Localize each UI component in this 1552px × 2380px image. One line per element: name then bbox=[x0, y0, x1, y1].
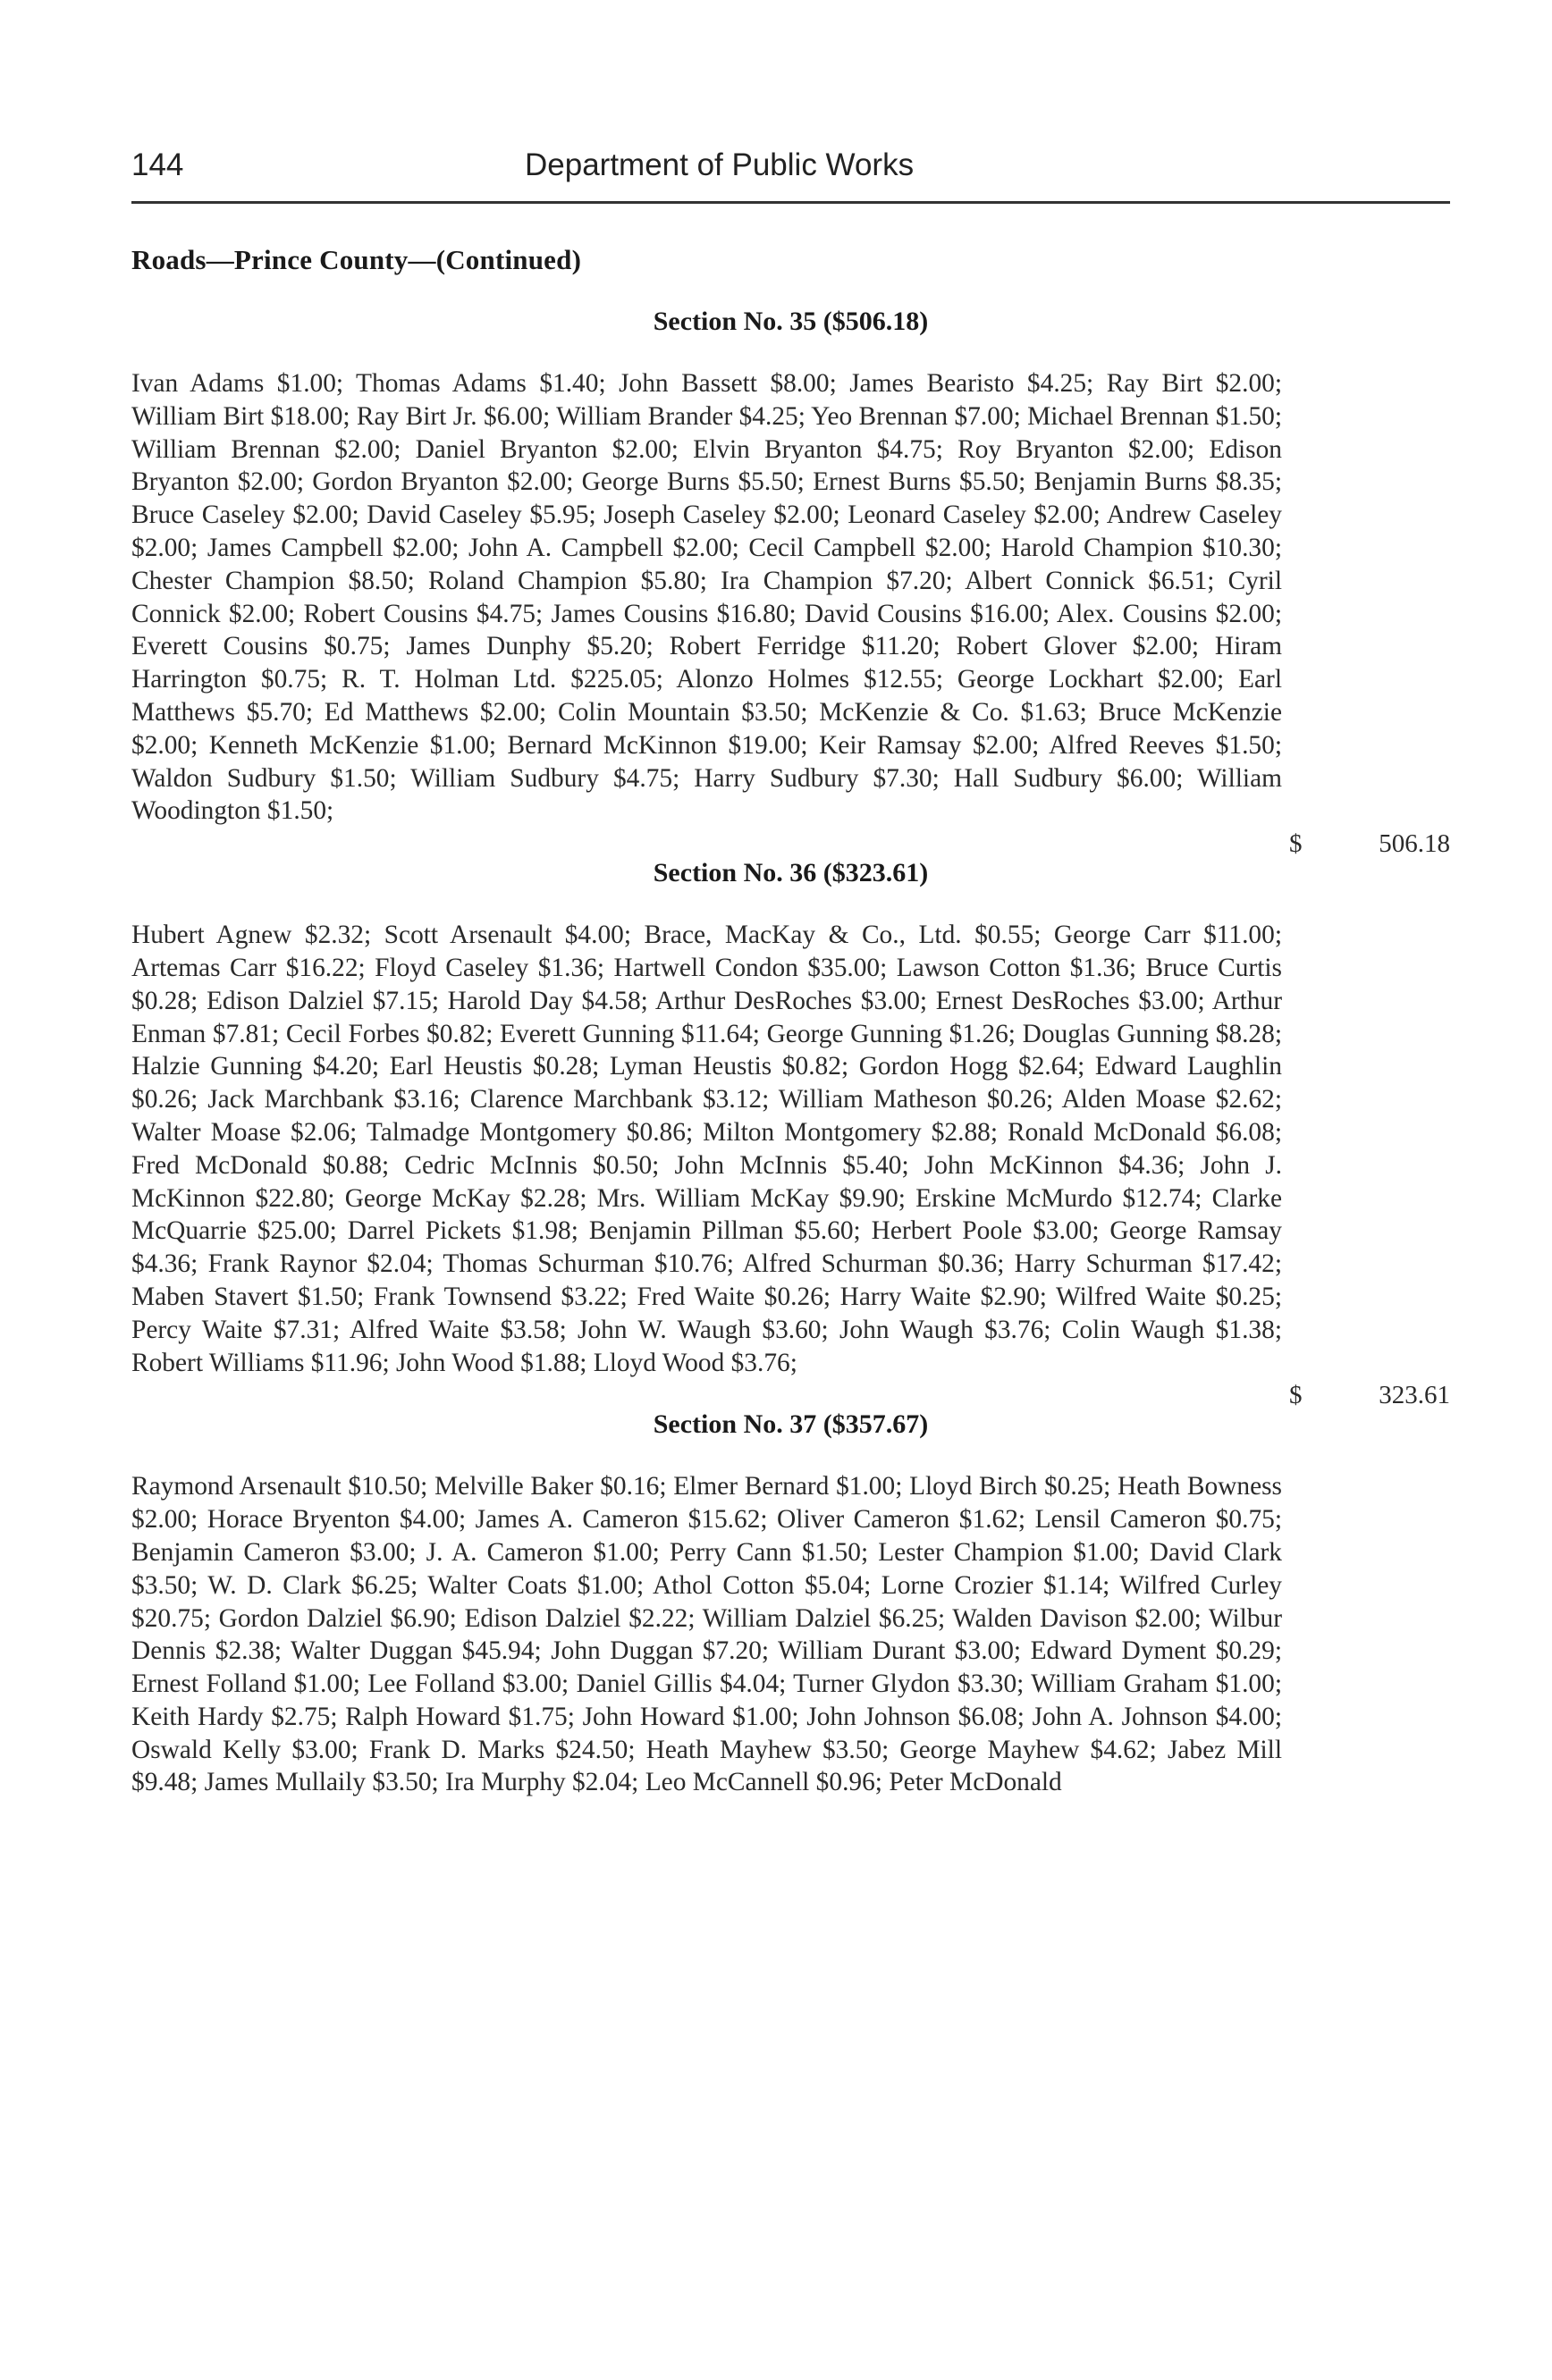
section-35 bbox=[131, 307, 1450, 859]
section-heading: Section No. 37 ($357.67) bbox=[653, 1409, 929, 1440]
running-header bbox=[131, 147, 1450, 201]
continued-heading: Roads—Prince County—(Continued) bbox=[131, 244, 582, 275]
section-heading: Section No. 35 ($506.18) bbox=[653, 307, 929, 336]
section-37 bbox=[131, 1409, 1450, 1799]
total-amount: 506.18 bbox=[1379, 829, 1450, 859]
section-body: Raymond Arsenault $10.50; Melville Baker $0.16; Elmer Bernard $1.00; Lloyd Birch $0.25; Heath Bowness $2.00; Horace Bryenton $4.00; James A. Cameron $15.62; Oliver Cameron $1.62; Lensil Cameron $0.75; Benjamin Cameron $3.00; J. A. Cameron $1.00; Perry Cann $1.50; Lester Champion $1.00; David Clark $3.50; W. D. Clark $6.25; Walter Coats $1.00; Athol Cotton $5.04; Lorne Crozier $1.14; Wilfred Curley $20.75; Gordon Dalziel $6.90; Edison Dalziel $2.22; William Dalziel $6.25; Walden Davison $2.00; Wilbur Dennis $2.38; Walter Duggan $45.94; John Duggan $7.20; William Durant $3.00; Edward Dyment $0.29; Ernest Folland $1.00; Lee Folland $3.00; Daniel Gillis $4.04; Turner Glydon $3.30; William Graham $1.00; Keith Hardy $2.75; Ralph Howard $1.75; John Howard $1.00; John Johnson $6.08; John A. Johnson $4.00; Oswald Kelly $3.00; Frank D. Marks $24.50; Heath Mayhew $3.50; George Mayhew $4.62; Jabez Mill $9.48; James Mullaily $3.50; Ira Murphy $2.04; Leo McCannell $0.96; Peter McDonald bbox=[131, 1472, 1282, 1797]
total-currency-symbol: $ bbox=[1289, 829, 1303, 859]
section-heading: Section No. 36 ($323.61) bbox=[653, 858, 929, 888]
section-body: Ivan Adams $1.00; Thomas Adams $1.40; John Bassett $8.00; James Bearisto $4.25; Ray Birt $2.00; William Birt $18.00; Ray Birt Jr. $6.00; William Brander $4.25; Yeo Brennan $7.00; Michael Brennan $1.50; William Brennan $2.00; Daniel Bryanton $2.00; Elvin Bryanton $4.75; Roy Bryanton $2.00; Edison Bryanton $2.00; Gordon Bryanton $2.00; George Burns $5.50; Ernest Burns $5.50; Benjamin Burns $8.35; Bruce Caseley $2.00; David Caseley $5.95; Joseph Caseley $2.00; Leonard Caseley $2.00; Andrew Caseley $2.00; James Campbell $2.00; John A. Campbell $2.00; Cecil Campbell $2.00; Harold Champion $10.30; Chester Champion $8.50; Roland Champion $5.80; Ira Champion $7.20; Albert Connick $6.51; Cyril Connick $2.00; Robert Cousins $4.75; James Cousins $16.80; David Cousins $16.00; Alex. Cousins $2.00; Everett Cousins $0.75; James Dunphy $5.20; Robert Ferridge $11.20; Robert Glover $2.00; Hiram Harrington $0.75; R. T. Holman Ltd. $225.05; Alonzo Holmes $12.55; George Lockhart $2.00; Earl Matthews $5.70; Ed Matthews $2.00; Colin Mountain $3.50; McKenzie & Co. $1.63; Bruce McKenzie $2.00; Kenneth McKenzie $1.00; Bernard McKinnon $19.00; Keir Ramsay $2.00; Alfred Reeves $1.50; Waldon Sudbury $1.50; William Sudbury $4.75; Harry Sudbury $7.30; Hall Sudbury $6.00; William Woodington $1.50; bbox=[131, 369, 1282, 826]
total-amount: 323.61 bbox=[1379, 1381, 1450, 1410]
section-36 bbox=[131, 858, 1450, 1410]
page-title: Department of Public Works bbox=[525, 147, 915, 182]
page-number: 144 bbox=[131, 147, 184, 182]
total-currency-symbol: $ bbox=[1289, 1381, 1303, 1410]
document-page bbox=[131, 147, 1450, 1799]
header-rule bbox=[131, 201, 1450, 204]
section-body: Hubert Agnew $2.32; Scott Arsenault $4.00; Brace, MacKay & Co., Ltd. $0.55; George Carr $11.00; Artemas Carr $16.22; Floyd Caseley $1.36; Hartwell Condon $35.00; Lawson Cotton $1.36; Bruce Curtis $0.28; Edison Dalziel $7.15; Harold Day $4.58; Arthur DesRoches $3.00; Ernest DesRoches $3.00; Arthur Enman $7.81; Cecil Forbes $0.82; Everett Gunning $11.64; George Gunning $1.26; Douglas Gunning $8.28; Halzie Gunning $4.20; Earl Heustis $0.28; Lyman Heustis $0.82; Gordon Hogg $2.64; Edward Laughlin $0.26; Jack Marchbank $3.16; Clarence Marchbank $3.12; William Matheson $0.26; Alden Moase $2.62; Walter Moase $2.06; Talmadge Montgomery $0.86; Milton Montgomery $2.88; Ronald McDonald $6.08; Fred McDonald $0.88; Cedric McInnis $0.50; John McInnis $5.40; John McKinnon $4.36; John J. McKinnon $22.80; George McKay $2.28; Mrs. William McKay $9.90; Erskine McMurdo $12.74; Clarke McQuarrie $25.00; Darrel Pickets $1.98; Benjamin Pillman $5.60; Herbert Poole $3.00; George Ramsay $4.36; Frank Raynor $2.04; Thomas Schurman $10.76; Alfred Schurman $0.36; Harry Schurman $17.42; Maben Stavert $1.50; Frank Townsend $3.22; Fred Waite $0.26; Harry Waite $2.90; Wilfred Waite $0.25; Percy Waite $7.31; Alfred Waite $3.58; John W. Waugh $3.60; John Waugh $3.76; Colin Waugh $1.38; Robert Williams $11.96; John Wood $1.88; Lloyd Wood $3.76; bbox=[131, 921, 1282, 1377]
